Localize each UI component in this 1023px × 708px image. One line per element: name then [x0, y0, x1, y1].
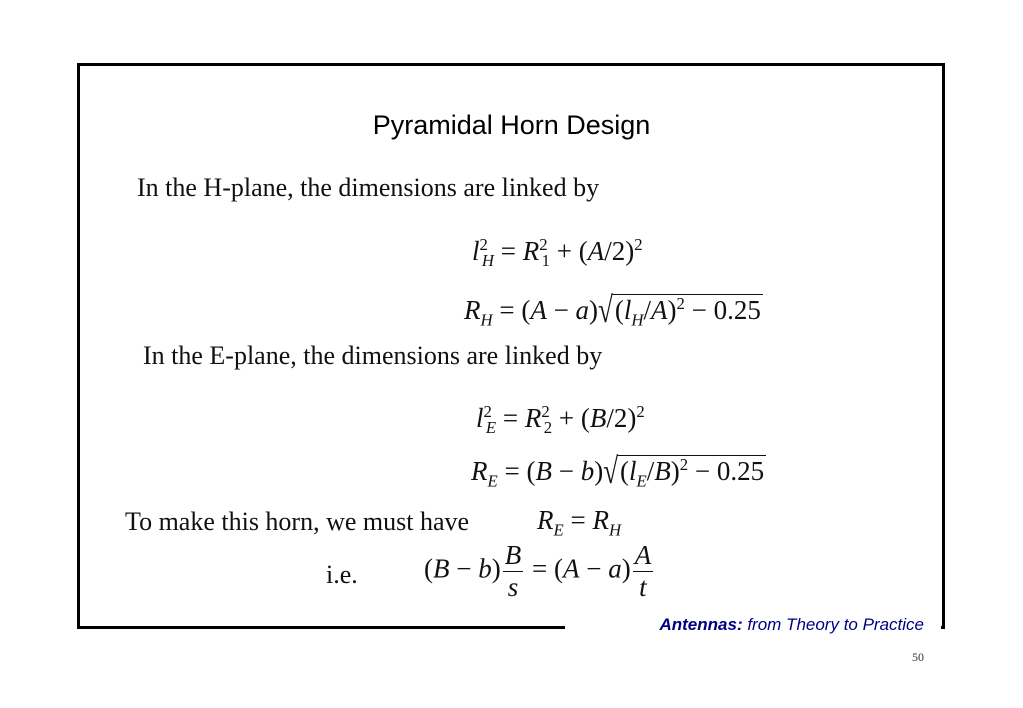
ie-text: i.e. — [326, 560, 358, 589]
footer-source — [580, 615, 924, 635]
equation-le: $l^2_E = R^2_2 + (B/2)^2$ — [476, 402, 645, 438]
page-number: 50 — [912, 650, 924, 664]
equation-lh: $l^2_H = R^2_1 + (A/2)^2$ — [472, 235, 643, 271]
equation-rh: $R_H = (A - a)√(l_H/A)^2 - 0.25$ — [464, 289, 761, 331]
equation-re-eq-rh: $R_E = R_H$ — [537, 505, 622, 540]
equation-ratio: (B − b) $\frac{B}{s}$ = (A − a) $\frac{A}{t}$ — [424, 540, 652, 602]
condition-text: To make this horn, we must have — [125, 507, 470, 536]
h-plane-intro: In the H-plane, the dimensions are linked by — [137, 173, 600, 202]
equation-re: $R_E = (B - b)√(l_E/B)^2 - 0.25$ — [471, 450, 765, 492]
footer-rest: from Theory to Practice — [742, 615, 924, 634]
footer-bold: Antennas: — [659, 615, 743, 634]
slide-title: Pyramidal Horn Design — [372, 110, 651, 140]
e-plane-intro: In the E-plane, the dimensions are linked by — [143, 341, 603, 370]
